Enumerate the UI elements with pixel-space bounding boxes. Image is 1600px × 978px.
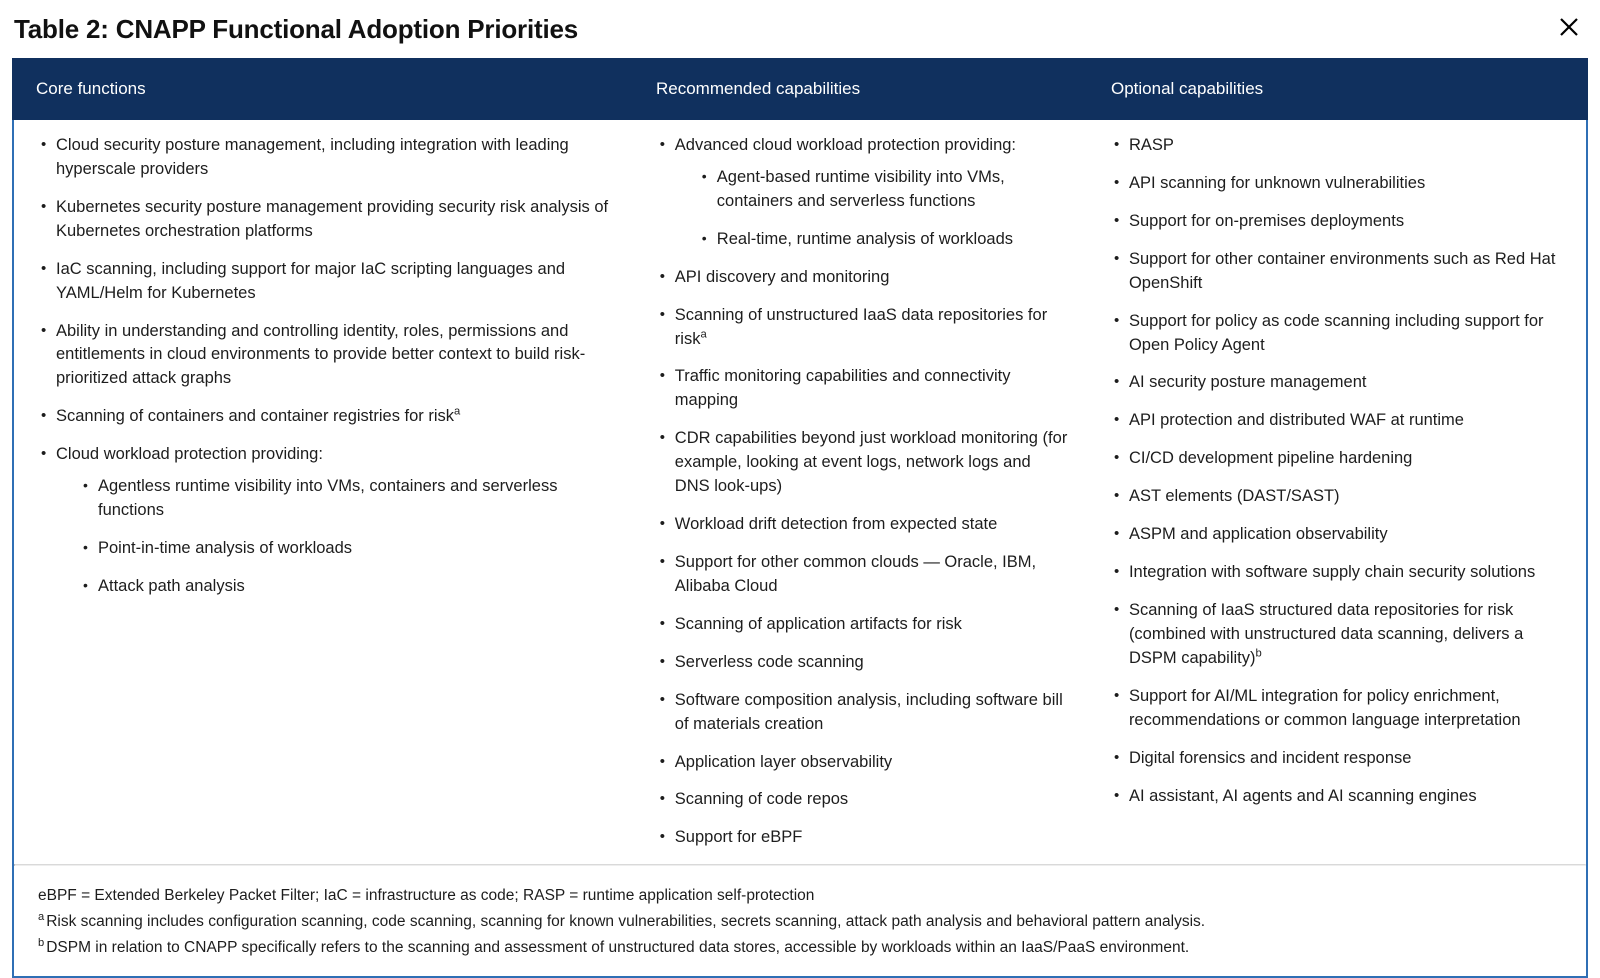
list-item-label: • Real-time, runtime analysis of workloads xyxy=(717,230,1013,248)
list-item xyxy=(38,320,615,392)
table-body xyxy=(12,120,1588,978)
core-functions-list xyxy=(38,134,615,599)
footnote-marker: b xyxy=(38,937,45,950)
list-item-label: • API discovery and monitoring xyxy=(675,268,890,286)
list-item-label: • Serverless code scanning xyxy=(675,653,864,671)
list-item xyxy=(38,443,615,599)
list-item xyxy=(657,689,1069,737)
list-item-label: • Ability in understanding and controlling identity, roles, permissions and entitlements in cloud environments to provide better context to build risk-prioritized attack graphs xyxy=(56,322,585,388)
list-item-label: • AST elements (DAST/SAST) xyxy=(1129,487,1340,505)
list-item xyxy=(657,513,1069,537)
list-item xyxy=(82,575,615,599)
list-item-label: • API scanning for unknown vulnerabilities xyxy=(1129,174,1425,192)
list-item-label: • Kubernetes security posture management providing security risk analysis of Kubernetes orchestration platforms xyxy=(56,198,608,240)
list-item xyxy=(1111,210,1568,234)
footnote-line xyxy=(38,884,1562,908)
column-header-core-functions: Core functions xyxy=(36,78,146,98)
list-item-label: • Point-in-time analysis of workloads xyxy=(98,539,352,557)
list-item xyxy=(657,134,1069,252)
footnote-text: Risk scanning includes configuration scanning, code scanning, scanning for known vulnerabilities, secrets scanning, attack path analysis and behavioral pattern analysis. xyxy=(46,913,1206,931)
sub-list xyxy=(675,166,1069,252)
list-item xyxy=(1111,685,1568,733)
list-item xyxy=(1111,747,1568,771)
list-item xyxy=(1111,371,1568,395)
list-item xyxy=(657,826,1069,850)
sub-list xyxy=(56,475,615,599)
list-item-label: • CI/CD development pipeline hardening xyxy=(1129,449,1412,467)
list-item xyxy=(1111,134,1568,158)
list-item-label: • Scanning of IaaS structured data repositories for risk (combined with unstructured data scanning, delivers a DSPM capability) xyxy=(1129,601,1523,667)
list-item xyxy=(38,134,615,182)
table-header-row xyxy=(12,58,1588,120)
column-optional-capabilities xyxy=(1087,134,1586,850)
list-item-label: • Attack path analysis xyxy=(98,577,245,595)
list-item xyxy=(38,258,615,306)
list-item xyxy=(657,427,1069,499)
list-item xyxy=(1111,409,1568,433)
list-item-label: • Scanning of code repos xyxy=(675,790,848,808)
list-item xyxy=(657,266,1069,290)
footnote-text: DSPM in relation to CNAPP specifically refers to the scanning and assessment of unstructured data stores, accessible by workloads within an IaaS/PaaS environment. xyxy=(46,939,1190,957)
list-item xyxy=(657,551,1069,599)
column-header-optional-capabilities: Optional capabilities xyxy=(1111,78,1264,98)
list-item-label: • Integration with software supply chain security solutions xyxy=(1129,563,1535,581)
list-item xyxy=(1111,785,1568,809)
list-item xyxy=(1111,447,1568,471)
footnote-marker: a xyxy=(454,405,461,418)
footnotes xyxy=(14,866,1586,976)
optional-capabilities-list xyxy=(1111,134,1568,808)
list-item-label: • Digital forensics and incident response xyxy=(1129,749,1412,767)
list-item-label: • AI security posture management xyxy=(1129,373,1367,391)
list-item-label: • Support for eBPF xyxy=(675,828,802,846)
title-bar xyxy=(0,0,1600,58)
page-title: Table 2: CNAPP Functional Adoption Priorities xyxy=(14,13,579,44)
column-core-functions xyxy=(14,134,633,850)
footnote-line xyxy=(38,936,1562,960)
list-item-label: • ASPM and application observability xyxy=(1129,525,1388,543)
column-header-recommended-capabilities: Recommended capabilities xyxy=(656,78,861,98)
list-item-label: • Support for policy as code scanning including support for Open Policy Agent xyxy=(1129,312,1544,354)
list-item xyxy=(657,788,1069,812)
footnote-marker: a xyxy=(700,328,707,341)
table-columns xyxy=(14,120,1586,864)
list-item xyxy=(1111,248,1568,296)
list-item xyxy=(38,196,615,244)
list-item-label: • Support for other common clouds — Oracle, IBM, Alibaba Cloud xyxy=(675,553,1036,595)
list-item-label: • CDR capabilities beyond just workload monitoring (for example, looking at event logs, network logs and DNS look-ups) xyxy=(675,429,1068,495)
list-item-label: • RASP xyxy=(1129,136,1174,154)
list-item xyxy=(1111,485,1568,509)
list-item xyxy=(1111,310,1568,358)
list-item-label: • Application layer observability xyxy=(675,753,892,771)
list-item-label: • Support for on-premises deployments xyxy=(1129,212,1404,230)
footnote-marker: b xyxy=(1255,647,1262,660)
list-item-label: • Scanning of containers and container registries for risk xyxy=(56,407,454,425)
list-item xyxy=(1111,172,1568,196)
list-item-label: • Software composition analysis, including software bill of materials creation xyxy=(675,691,1063,733)
list-item xyxy=(82,475,615,523)
list-item-label: • Traffic monitoring capabilities and connectivity mapping xyxy=(675,367,1011,409)
column-recommended-capabilities xyxy=(633,134,1087,850)
list-item-label: • Agentless runtime visibility into VMs, containers and serverless functions xyxy=(98,477,557,519)
list-item xyxy=(657,751,1069,775)
list-item xyxy=(657,613,1069,637)
list-item xyxy=(38,405,615,429)
list-item-label: • API protection and distributed WAF at runtime xyxy=(1129,411,1464,429)
list-item xyxy=(1111,561,1568,585)
footnote-line xyxy=(38,910,1562,934)
list-item xyxy=(657,651,1069,675)
footnote-marker: a xyxy=(38,911,45,924)
list-item xyxy=(82,537,615,561)
list-item-label: • Cloud security posture management, including integration with leading hyperscale providers xyxy=(56,136,569,178)
list-item xyxy=(1111,599,1568,671)
list-item-label: • Cloud workload protection providing: xyxy=(56,445,323,463)
list-item xyxy=(657,304,1069,352)
list-item xyxy=(701,166,1069,214)
list-item-label: • Support for AI/ML integration for policy enrichment, recommendations or common language interpretation xyxy=(1129,687,1521,729)
close-icon[interactable] xyxy=(1554,12,1584,42)
list-item-label: • Scanning of application artifacts for risk xyxy=(675,615,962,633)
list-item-label: • Advanced cloud workload protection providing: xyxy=(675,136,1016,154)
list-item-label: • Support for other container environments such as Red Hat OpenShift xyxy=(1129,250,1555,292)
list-item-label: • IaC scanning, including support for major IaC scripting languages and YAML/Helm for Kubernetes xyxy=(56,260,565,302)
list-item-label: • AI assistant, AI agents and AI scanning engines xyxy=(1129,787,1477,805)
footnote-text: eBPF = Extended Berkeley Packet Filter; IaC = infrastructure as code; RASP = runtime application self-protection xyxy=(38,887,815,905)
recommended-capabilities-list xyxy=(657,134,1069,850)
priorities-table xyxy=(12,58,1588,978)
list-item-label: • Agent-based runtime visibility into VMs, containers and serverless functions xyxy=(717,168,1005,210)
list-item-label: • Workload drift detection from expected state xyxy=(675,515,998,533)
list-item xyxy=(657,365,1069,413)
list-item-label: • Scanning of unstructured IaaS data repositories for risk xyxy=(675,306,1047,348)
list-item xyxy=(1111,523,1568,547)
list-item xyxy=(701,228,1069,252)
